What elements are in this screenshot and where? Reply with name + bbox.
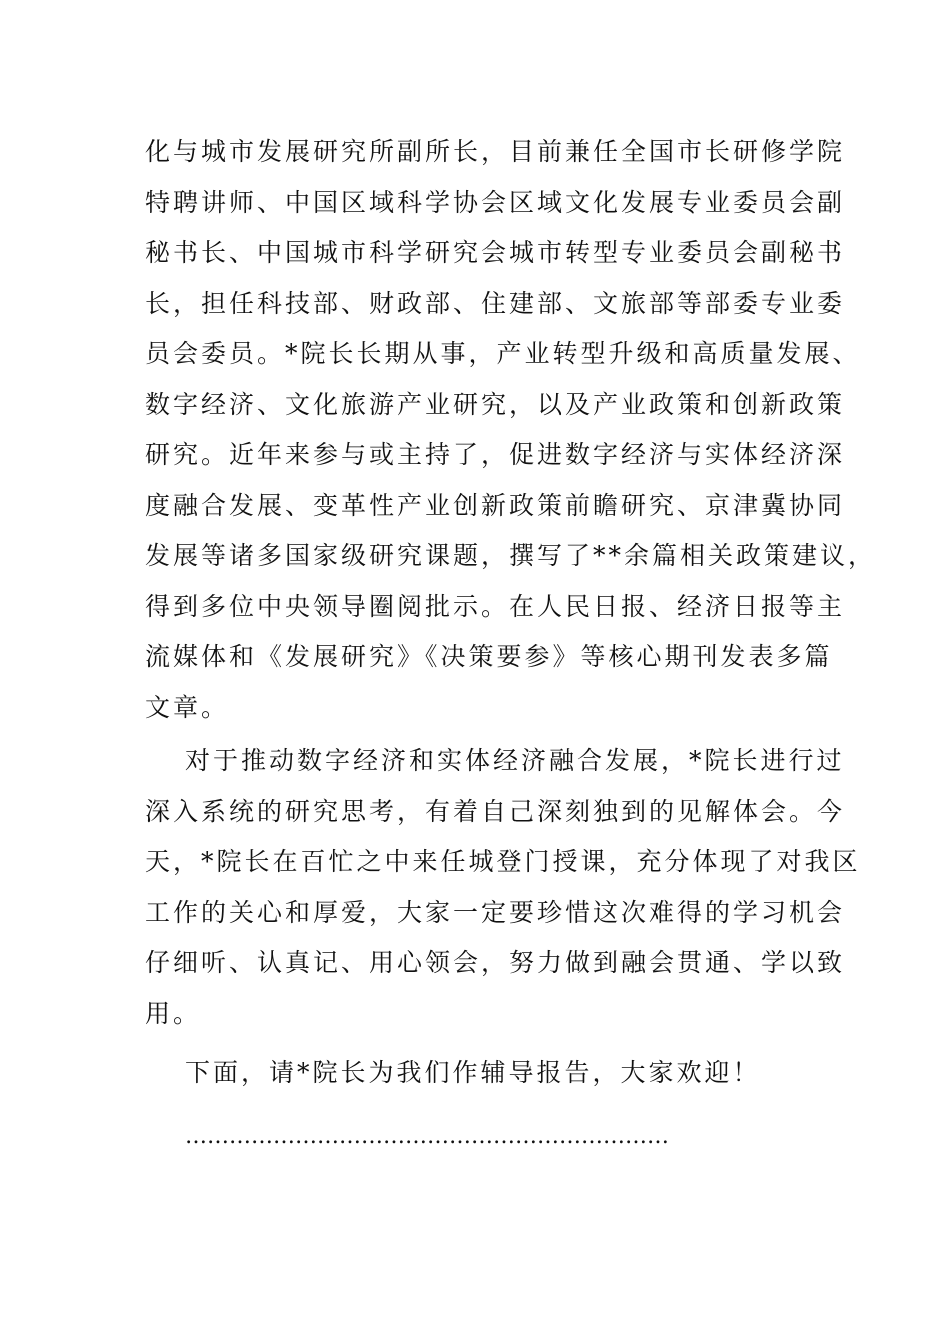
text-line: 研究。近年来参与或主持了，促进数字经济与实体经济深 (145, 440, 846, 469)
text-line: 得到多位中央领导圈阅批示。在人民日报、经济日报等主 (145, 591, 846, 621)
text-line: 文章。 (145, 692, 230, 722)
paragraph-biography (145, 127, 877, 733)
paragraph-research-remarks (145, 736, 861, 1039)
text-line: 化与城市发展研究所副所长，目前兼任全国市长研修学院 (145, 137, 846, 166)
text-line: 流媒体和《发展研究》《决策要参》等核心期刊发表多篇 (145, 642, 833, 671)
ellipsis-text: ………………………………………………………… (185, 1124, 669, 1149)
text-line: 仔细听、认真记、用心领会，努力做到融会贯通、学以致 (145, 948, 846, 977)
text-line: 度融合发展、变革性产业创新政策前瞻研究、京津冀协同 (145, 490, 846, 520)
text-line: 对于推动数字经济和实体经济融合发展，*院长进行过 (185, 746, 845, 775)
ellipsis-separator (145, 1112, 825, 1163)
text-line: 天，*院长在百忙之中来任城登门授课，充分体现了对我区 (145, 847, 861, 876)
text-line: 长，担任科技部、财政部、住建部、文旅部等部委专业委 (145, 288, 846, 318)
text-line: 下面，请*院长为我们作辅导报告，大家欢迎！ (185, 1058, 761, 1087)
text-line: 秘书长、中国城市科学研究会城市转型专业委员会副秘书 (145, 238, 846, 267)
text-line: 发展等诸多国家级研究课题，撰写了**余篇相关政策建议， (145, 541, 877, 570)
text-line: 数字经济、文化旅游产业研究，以及产业政策和创新政策 (145, 389, 846, 419)
text-line: 用。 (145, 998, 202, 1028)
text-line: 员会委员。*院长长期从事，产业转型升级和高质量发展、 (145, 339, 861, 368)
text-line: 深入系统的研究思考，有着自己深刻独到的见解体会。今 (145, 796, 846, 826)
text-line: 工作的关心和厚爱，大家一定要珍惜这次难得的学习机会 (145, 897, 846, 927)
text-line: 特聘讲师、中国区域科学协会区域文化发展专业委员会副 (145, 187, 846, 217)
paragraph-welcome (145, 1048, 825, 1099)
